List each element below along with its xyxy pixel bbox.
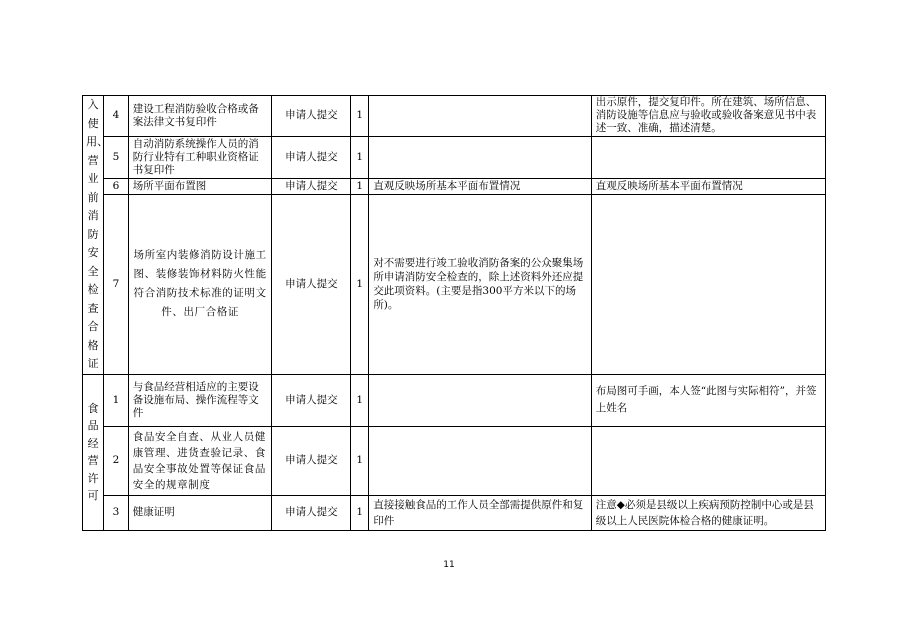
material-source: 申请人提交 [272,194,351,374]
row-number: 6 [104,178,128,194]
table-row [83,194,826,374]
material-name: 自动消防系统操作人员的消防行业特有工种职业资格证书复印件 [128,136,272,178]
material-count: 1 [351,178,369,194]
material-requirement [369,96,591,137]
material-count: 1 [351,495,369,530]
category-cell [83,96,109,375]
material-count: 1 [351,426,369,495]
row-number: 5 [104,136,128,178]
material-source: 申请人提交 [272,374,351,426]
material-requirement [369,136,591,178]
material-note [591,136,825,178]
row-number: 4 [104,96,128,137]
material-requirement [369,426,591,495]
material-name: 健康证明 [128,495,272,530]
table-row [83,136,826,178]
page-number: 11 [443,560,455,570]
material-requirement [369,374,591,426]
material-requirement: 对不需要进行竣工验收消防备案的公众聚集场所申请消防安全检查的，除上述资料外还应提交此项资料。(主要是指300平方米以下的场所)。 [369,194,591,374]
material-note [591,426,825,495]
material-note: 布局图可手画，本人签“此图与实际相符”，并签上姓名 [591,374,825,426]
table-row [83,96,826,137]
material-note [591,194,825,374]
material-name: 场所平面布置图 [128,178,272,194]
material-name: 建设工程消防验收合格或备案法律文书复印件 [128,96,272,137]
table-row [83,495,826,530]
row-number: 3 [104,495,128,530]
requirements-table [82,95,826,531]
material-source: 申请人提交 [272,136,351,178]
material-source: 申请人提交 [272,495,351,530]
row-number: 1 [104,374,128,426]
material-count: 1 [351,136,369,178]
material-requirement: 直接接触食品的工作人员全部需提供原件和复印件 [369,495,591,530]
row-number: 2 [104,426,128,495]
material-name: 与食品经营相适应的主要设备设施布局、操作流程等文件 [128,374,272,426]
table-row [83,426,826,495]
material-name: 食品安全自查、从业人员健康管理、进货查验记录、食品安全事故处置等保证食品安全的规章制度 [128,426,272,495]
table-row [83,374,826,426]
category-label: 入使用、营业前消防安全检查合格证 [86,98,109,370]
material-source: 申请人提交 [272,426,351,495]
material-count: 1 [351,96,369,137]
material-source: 申请人提交 [272,178,351,194]
material-count: 1 [351,194,369,374]
material-name: 场所室内装修消防设计施工图、装修装饰材料防火性能符合消防技术标准的证明文件、出厂合格证 [128,194,272,374]
material-note: 出示原件，提交复印件。所在建筑、场所信息、消防设施等信息应与验收或验收备案意见书中表述一致、准确，描述清楚。 [591,96,825,137]
table-row [83,178,826,194]
material-note: 注意◆必须是县级以上疾病预防控制中心或是县级以上人民医院体检合格的健康证明。 [591,495,825,530]
material-requirement: 直观反映场所基本平面布置情况 [369,178,591,194]
material-note: 直观反映场所基本平面布置情况 [591,178,825,194]
material-source: 申请人提交 [272,96,351,137]
category-cell [83,374,104,530]
row-number: 7 [104,194,128,374]
category-label: 食品经营许可 [87,401,99,502]
material-count: 1 [351,374,369,426]
